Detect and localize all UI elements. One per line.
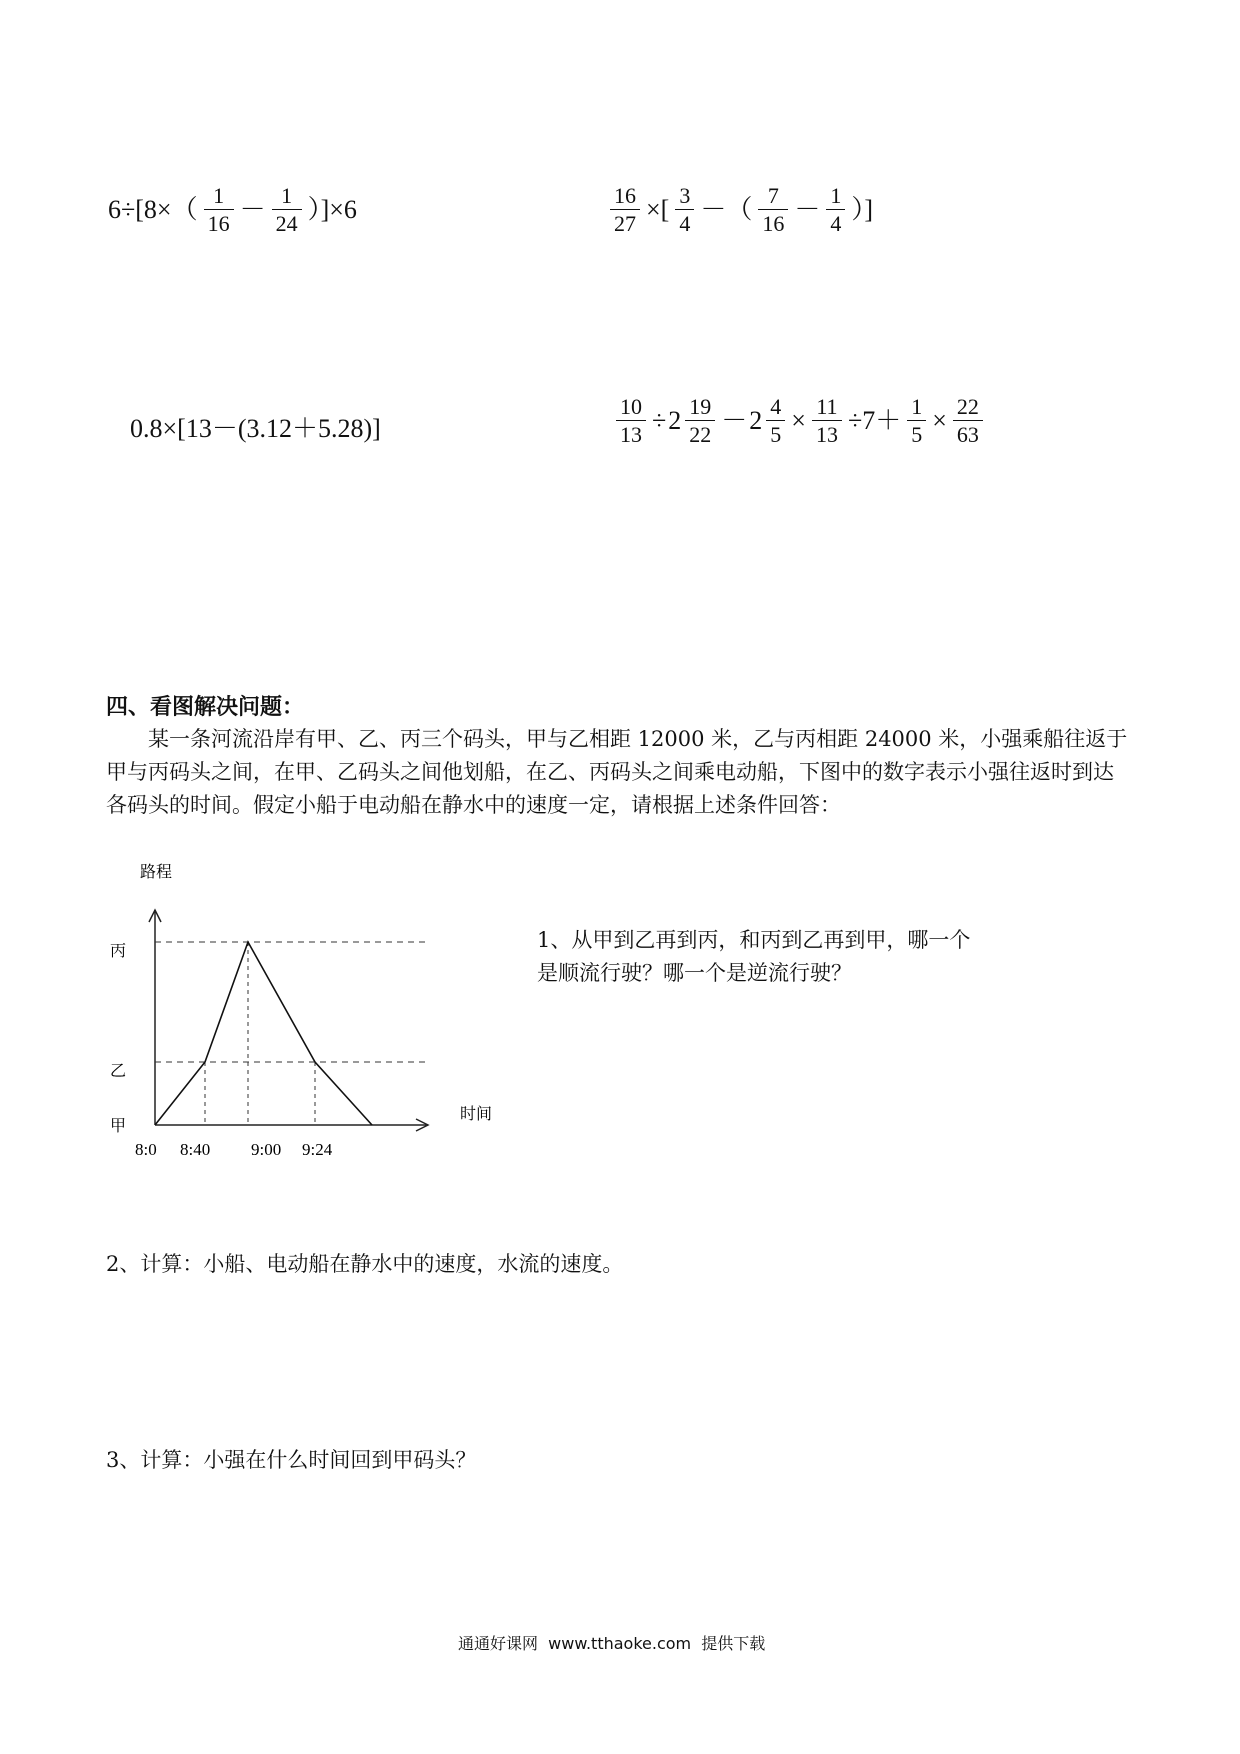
expression-2: $\frac{16}{27}$ ×[ $\frac{3}{4}$ －（ $\frac{7}{16}$ － $\frac{1}{4}$ ）] (606, 185, 875, 235)
x-tick-840: 8:40 (180, 1140, 211, 1159)
fraction: $\frac{1}{5}$ (907, 396, 926, 446)
fraction: $\frac{1}{24}$ (272, 185, 302, 235)
y-label-jia: 甲 (110, 1116, 127, 1135)
fraction: $\frac{7}{16}$ (758, 185, 788, 235)
fraction: $\frac{19}{22}$ (685, 396, 715, 446)
section-title: 四、看图解决问题： (106, 695, 305, 720)
expression-4: $\frac{10}{13}$ ÷2 $\frac{19}{22}$ －2 $\frac{4}{5}$ × $\frac{11}{13}$ ÷7＋ $\frac{1}{5}$ × $\frac{22}{63}$ (612, 396, 987, 446)
route-line (155, 942, 372, 1125)
y-label-yi: 乙 (110, 1061, 127, 1080)
expression-3: 0.8×[13－(3.12＋5.28)] (130, 414, 381, 443)
fraction: $\frac{16}{27}$ (610, 185, 640, 235)
fraction: $\frac{1}{16}$ (204, 185, 234, 235)
question-3: 3、计算：小强在什么时间回到甲码头？ (106, 1448, 477, 1472)
problem-paragraph: 某一条河流沿岸有甲、乙、丙三个码头，甲与乙相距 12000 米，乙与丙相距 24000 米，小强乘船往返于甲与丙码头之间，在甲、乙码头之间他划船，在乙、丙码头之间乘电动船，下图中的数字表示小强往返时到达各码头的时间。假定小船于电动船在静水中的速度一定，请根据上述条件回答： (106, 727, 1128, 817)
fraction: $\frac{3}{4}$ (675, 185, 694, 235)
question-2: 2、计算：小船、电动船在静水中的速度，水流的速度。 (106, 1252, 624, 1276)
footer-credit: 通通好课网 www.tthaoke.com 提供下载 (458, 1634, 766, 1653)
fraction: $\frac{1}{4}$ (826, 185, 845, 235)
question-1: 1、从甲到乙再到丙，和丙到乙再到甲，哪一个是顺流行驶？哪一个是逆流行驶？ (537, 928, 971, 985)
fraction: $\frac{4}{5}$ (766, 396, 785, 446)
distance-time-chart (110, 855, 530, 1160)
x-tick-924: 9:24 (302, 1140, 333, 1159)
fraction: $\frac{22}{63}$ (953, 396, 983, 446)
fraction: $\frac{10}{13}$ (616, 396, 646, 446)
x-tick-800: 8:0 (135, 1140, 157, 1159)
x-axis-label: 时间 (460, 1104, 493, 1123)
y-label-bing: 丙 (110, 941, 127, 960)
fraction: $\frac{11}{13}$ (812, 396, 842, 446)
y-axis-label: 路程 (140, 862, 173, 881)
expression-1: 6÷[8×（ $\frac{1}{16}$ － $\frac{1}{24}$ ）]×6 (108, 183, 357, 236)
x-tick-900: 9:00 (251, 1140, 282, 1159)
